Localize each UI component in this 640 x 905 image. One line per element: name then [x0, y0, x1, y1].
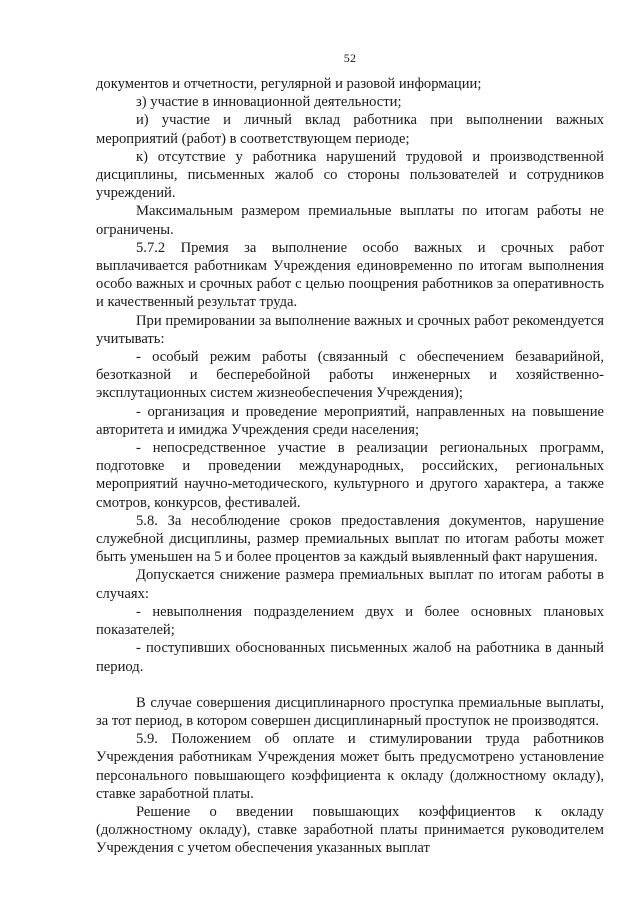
list-item-i: и) участие и личный вклад работника при выполнении важных мероприятий (работ) в соответствующем периоде;	[96, 112, 604, 147]
paragraph-coefficient-decision: Решение о введении повышающих коэффициентов к окладу (должностному окладу), ставке заработной платы принимается руководителем Учреждения с учетом обеспечения указанных выплат	[96, 803, 604, 857]
page-number: 52	[343, 51, 357, 65]
paragraph-continuation: документов и отчетности, регулярной и разовой информации;	[96, 76, 482, 92]
bullet-special-regime: - особый режим работы (связанный с обеспечением безаварийной, безотказной и бесперебойной работы инженерных и хозяйственно-эксплутационных систем жизнеобеспечения Учреждения);	[96, 349, 604, 402]
list-item-z: з) участие в инновационной деятельности;	[136, 94, 402, 111]
section-5-7-2: 5.7.2 Премия за выполнение особо важных и срочных работ выплачивается работникам Учреждения единовременно по итогам выполнения особо важных и срочных работ с целью поощрения работников за оперативность и качественный результат труда.	[96, 239, 604, 311]
paragraph-reduction-cases: Допускается снижение размера премиальных выплат по итогам работы в случаях:	[96, 567, 604, 602]
blank-gap	[96, 676, 604, 694]
paragraph-bonus-criteria-intro: При премировании за выполнение важных и срочных работ рекомендуется учитывать:	[96, 312, 604, 347]
document-body	[96, 75, 604, 858]
bullet-complaints: - поступивших обоснованных письменных жалоб на работника в данный период.	[96, 640, 604, 675]
paragraph-disciplinary: В случае совершения дисциплинарного проступка премиальные выплаты, за тот период, в котором совершен дисциплинарный проступок не производятся.	[96, 694, 604, 729]
document-page	[96, 0, 604, 905]
bullet-events-organization: - организация и проведение мероприятий, направленных на повышение авторитета и имиджа Учреждения среди населения;	[96, 403, 604, 438]
list-item-k: к) отсутствие у работника нарушений трудовой и производственной дисциплины, письменных жалоб со стороны пользователей и сотрудников учреждений.	[96, 148, 604, 202]
bullet-plan-failure: - невыполнения подразделением двух и более основных плановых показателей;	[96, 603, 604, 639]
section-5-9: 5.9. Положением об оплате и стимулировании труда работников Учреждения работникам Учреждения может быть предусмотрено установление персонального повышающего коэффициента к окладу (должностному окладу), ставке заработной платы.	[96, 731, 604, 802]
section-5-8: 5.8. За несоблюдение сроков предоставления документов, нарушение служебной дисциплины, размер премиальных выплат по итогам работы может быть уменьшен на 5 и более процентов за каждый выявленный факт нарушения.	[96, 512, 604, 566]
bullet-regional-programs: - непосредственное участие в реализации региональных программ, подготовке и проведении международных, российских, региональных мероприятий научно-методического, культурного и другого характера, а также смотров, конкурсов, фестивалей.	[96, 440, 604, 511]
paragraph-max-bonus: Максимальным размером премиальные выплаты по итогам работы не ограничены.	[96, 203, 604, 238]
